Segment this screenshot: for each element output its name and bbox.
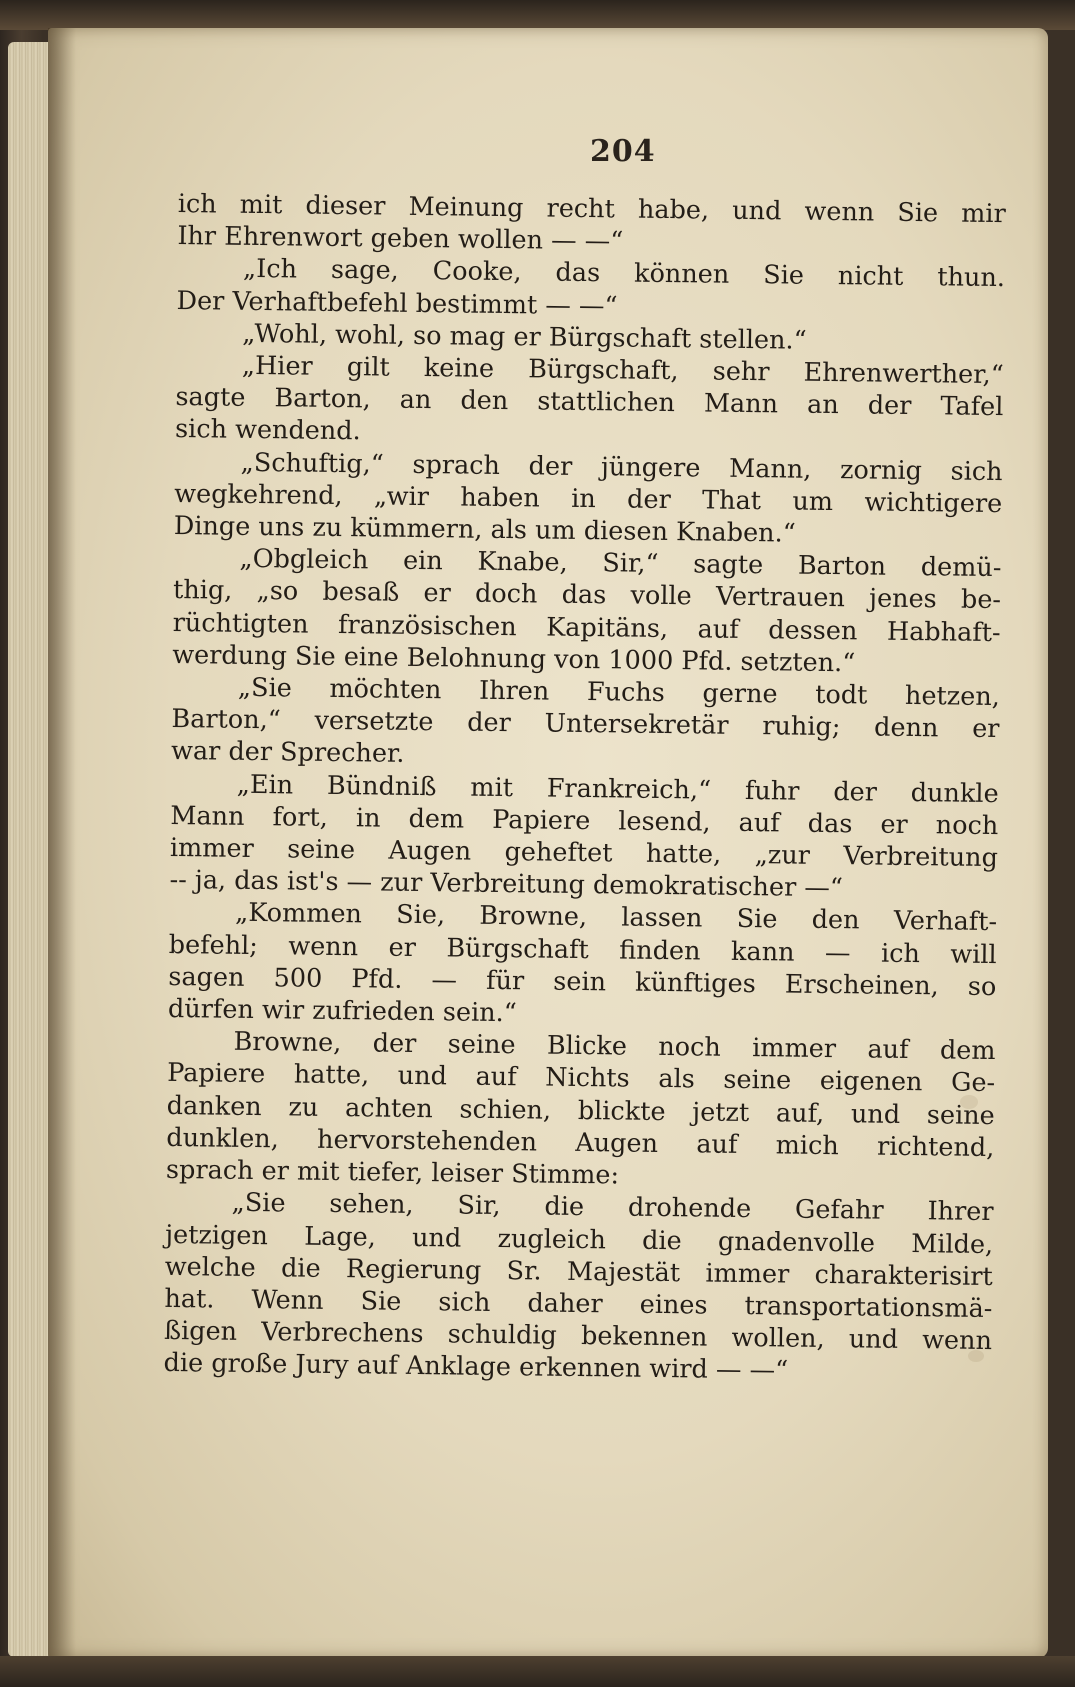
text-line: Dinge uns zu kümmern, als um diesen Knaben.“ bbox=[173, 511, 796, 549]
text-line: „Wohl, wohl, so mag er Bürgschaft stellen.“ bbox=[242, 318, 807, 356]
paragraph bbox=[168, 896, 998, 1035]
text-line: „Schuftig,“ sprach der jüngere Mann, zornig sich bbox=[240, 447, 1003, 487]
text-line: Papiere hatte, und auf Nichts als seine eigenen Ge- bbox=[166, 1058, 996, 1099]
page-number: 204 bbox=[590, 134, 656, 169]
text-line: dunklen, hervorstehenden Augen auf mich richtend, bbox=[166, 1122, 995, 1163]
book-binding-bottom bbox=[0, 1656, 1075, 1687]
text-line: wegkehrend, „wir haben in der That um wichtigere bbox=[174, 478, 1003, 519]
paragraph bbox=[166, 1025, 996, 1196]
text-line: „Sie sehen, Sir, die drohende Gefahr Ihrer bbox=[231, 1188, 994, 1228]
text-line: befehl; wenn er Bürgschaft finden kann — ich will bbox=[168, 929, 997, 970]
text-line: ich mit dieser Meinung recht habe, und wenn Sie mir bbox=[177, 188, 1006, 230]
text-line: ßigen Verbrechens schuldig bekennen wollen, und wenn bbox=[163, 1316, 993, 1357]
text-line: „Kommen Sie, Browne, lassen Sie den Verhaft- bbox=[234, 898, 998, 938]
text-line: sagte Barton, an den stattlichen Mann an der Tafel bbox=[175, 382, 1004, 423]
text-line: Ihr Ehrenwort geben wollen — —“ bbox=[177, 221, 624, 257]
text-line: „Ich sage, Cooke, das können Sie nicht thun. bbox=[242, 254, 1006, 294]
text-line: „Ein Bündniß mit Frankreich,“ fuhr der dunkle bbox=[236, 769, 999, 809]
text-line: „Obgleich ein Knabe, Sir,“ sagte Barton demü- bbox=[239, 544, 1002, 584]
text-line: die große Jury auf Anklage erkennen wird — —“ bbox=[163, 1348, 789, 1386]
text-line: sagen 500 Pfd. — für sein künftiges Erscheinen, so bbox=[168, 961, 997, 1002]
text-line: thig, „so besaß er doch das volle Vertrauen jenes be- bbox=[172, 575, 1002, 616]
paragraph bbox=[171, 671, 1000, 778]
paragraph bbox=[175, 349, 1004, 456]
text-line: Der Verhaftbefehl bestimmt — —“ bbox=[176, 285, 618, 321]
text-line: -- ja, das ist's — zur Verbreitung demokratischer —“ bbox=[169, 865, 844, 904]
text-line: „Sie möchten Ihren Fuchs gerne todt hetzen, bbox=[237, 672, 1001, 713]
text-line: jetzigen Lage, und zugleich die gnadenvolle Milde, bbox=[165, 1219, 994, 1260]
paragraph bbox=[172, 542, 1002, 681]
text-line: sich wendend. bbox=[174, 414, 361, 447]
paragraph bbox=[163, 1186, 993, 1389]
text-line: immer seine Augen geheftet hatte, „zur Verbreitung bbox=[169, 833, 999, 874]
text-line: Barton,“ versetzte der Untersekretär ruhig; denn er bbox=[171, 704, 1000, 745]
text-line: war der Sprecher. bbox=[170, 736, 405, 770]
text-line: „Hier gilt keine Bürgschaft, sehr Ehrenwerther,“ bbox=[241, 350, 1004, 391]
paragraph bbox=[177, 188, 1006, 263]
body-text bbox=[163, 188, 1005, 1390]
paragraph bbox=[176, 252, 1005, 327]
text-line: sprach er mit tiefer, leiser Stimme: bbox=[165, 1155, 620, 1191]
paragraph bbox=[174, 446, 1003, 553]
text-line: rüchtigten französischen Kapitäns, auf dessen Habhaft- bbox=[172, 607, 1001, 648]
text-line: dürfen wir zufrieden sein.“ bbox=[167, 994, 517, 1029]
paragraph bbox=[169, 768, 999, 907]
text-line: hat. Wenn Sie sich daher eines transportationsmä- bbox=[164, 1283, 993, 1324]
text-line: danken zu achten schien, blickte jetzt auf, und seine bbox=[166, 1090, 995, 1131]
book-binding-top bbox=[0, 0, 1075, 30]
text-line: Mann fort, in dem Papiere lesend, auf das er noch bbox=[170, 800, 999, 841]
text-line: Browne, der seine Blicke noch immer auf dem bbox=[233, 1027, 996, 1067]
text-line: welche die Regierung Sr. Majestät immer charakterisirt bbox=[164, 1251, 993, 1292]
spine-shadow bbox=[48, 28, 76, 1658]
text-line: werdung Sie eine Belohnung von 1000 Pfd. setzten.“ bbox=[172, 639, 856, 679]
